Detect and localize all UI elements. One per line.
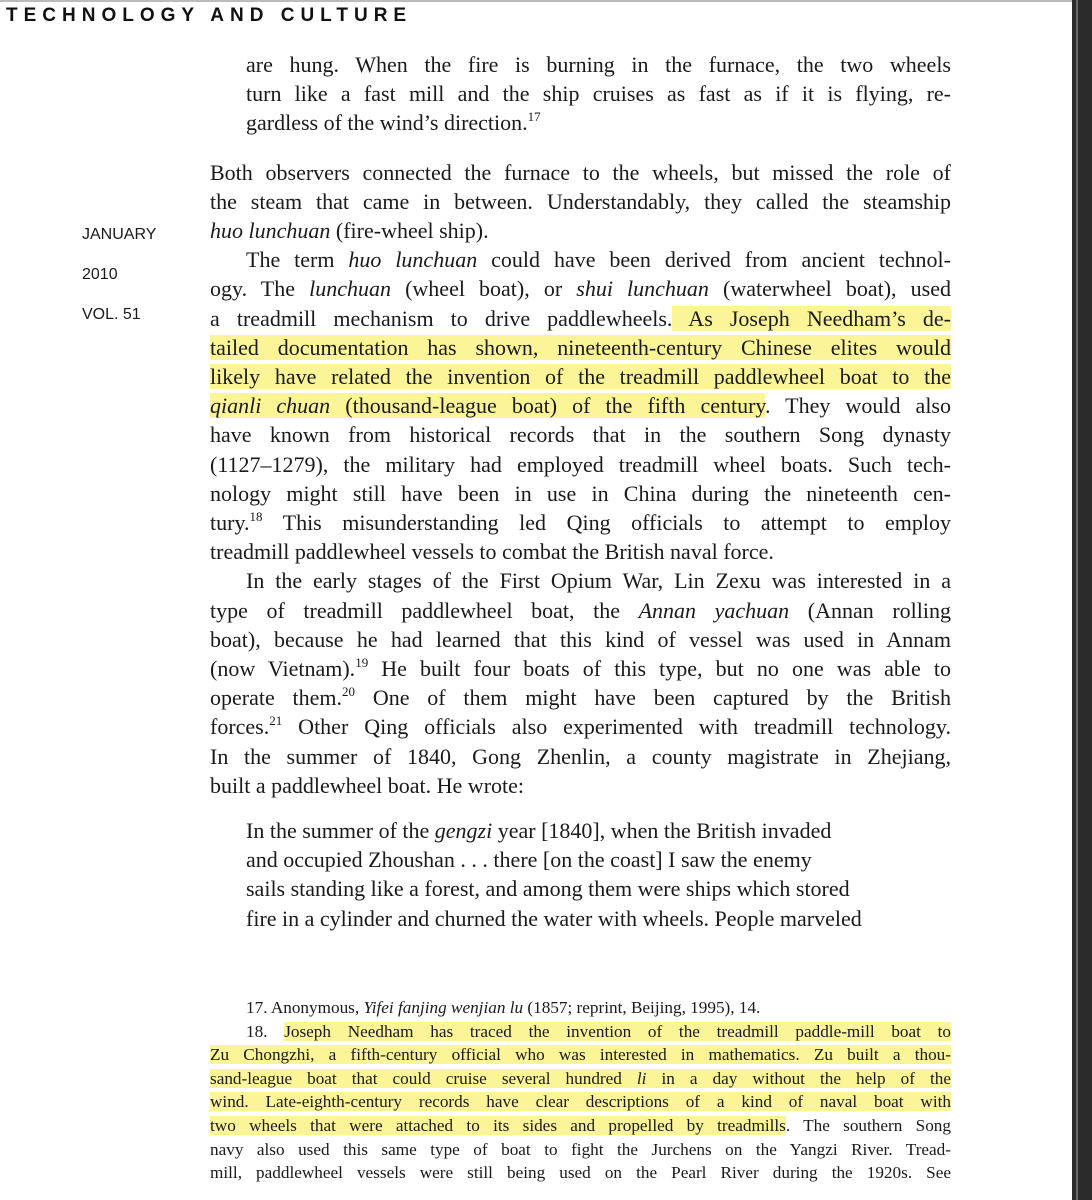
text-line: forces.$^{21}$ Other Qing officials also experimented with treadmill technology. <box>210 713 951 740</box>
text-line: In the early stages of the First Opium War, Lin Zexu was interested in a <box>246 568 951 594</box>
issue-volume: VOL. 51 <box>82 306 141 323</box>
highlight[interactable]: wind. Late-eighth-century records have clear descriptions of a kind of naval boat with <box>210 1092 951 1112</box>
issue-info <box>82 225 156 345</box>
text-line <box>210 1067 951 1091</box>
text-line: mill, paddlewheel vessels were still being used on the Pearl River during the 1920s. See <box>210 1163 951 1183</box>
paragraph <box>210 566 951 800</box>
text-line: the steam that came in between. Understandably, they called the steamship <box>210 188 951 214</box>
paragraph <box>210 158 951 246</box>
highlight[interactable]: two wheels that were attached to its sides and propelled by treadmills <box>210 1115 786 1135</box>
text-line <box>210 1090 951 1114</box>
text-line: tury.$^{18}$ This misunderstanding led Qing officials to attempt to employ <box>210 509 951 536</box>
highlight[interactable]: As Joseph Needham’s de- <box>672 305 951 331</box>
text-line: (1127–1279), the military had employed treadmill wheel boats. Such tech- <box>210 451 951 477</box>
running-header: TECHNOLOGY AND CULTURE <box>6 5 413 26</box>
viewer-scrollbar[interactable] <box>1072 0 1092 1200</box>
text-line: type of treadmill paddlewheel boat, the Annan yachuan (Annan rolling <box>210 597 951 623</box>
text-line: and occupied Zhoushan . . . there [on the coast] I saw the enemy <box>246 847 812 873</box>
footnote-17: 17. Anonymous, Yifei fanjing wenjian lu (1857; reprint, Beijing, 1995), 14. <box>246 998 761 1017</box>
text-line: Both observers connected the furnace to the wheels, but missed the role of <box>210 159 951 185</box>
text-line: fire in a cylinder and churned the water with wheels. People marveled <box>246 905 862 931</box>
footnote-ref[interactable]: 17 <box>527 109 541 125</box>
text-line <box>210 333 951 362</box>
text-line: turn like a fast mill and the ship cruises as fast as if it is flying, re- <box>246 81 951 107</box>
block-quote-gong-zhenlin <box>210 816 951 933</box>
highlight[interactable]: qianli chuan (thousand-league boat) of the fifth century <box>210 393 765 419</box>
footnote-ref[interactable]: 19 <box>355 655 369 671</box>
text-line <box>210 1043 951 1067</box>
text-line: huo lunchuan (fire-wheel ship). <box>210 218 489 244</box>
text-line: operate them.$^{20}$ One of them might have been captured by the British <box>210 684 951 711</box>
footnote-ref[interactable]: 21 <box>269 713 283 729</box>
text-line: navy also used this same type of boat to fight the Jurchens on the Yangzi River. Tread- <box>210 1139 951 1159</box>
text-line <box>210 362 951 391</box>
issue-month: JANUARY <box>82 226 157 243</box>
highlight[interactable]: Joseph Needham has traced the invention of the treadmill paddle-mill boat to <box>284 1021 951 1041</box>
block-quote-17 <box>210 50 951 138</box>
text-line: The term huo lunchuan could have been derived from ancient technol- <box>246 247 951 273</box>
text-line: boat), because he had learned that this kind of vessel was used in Annam <box>210 626 951 652</box>
footnote-18: 18. Joseph Needham has traced the invention of the treadmill paddle-mill boat to <box>246 1021 951 1041</box>
highlight[interactable]: sand-league boat that could cruise several hundred li in a day without the help of the <box>210 1068 951 1088</box>
footnotes <box>210 996 951 1185</box>
text-line: gardless of the wind’s direction.$^{17}$ <box>246 109 541 136</box>
top-edge-rule <box>0 0 1072 2</box>
text-line: In the summer of the gengzi year [1840], when the British invaded <box>246 818 832 844</box>
highlight[interactable]: tailed documentation has shown, nineteenth-century Chinese elites would <box>210 334 951 360</box>
article-body <box>210 50 951 933</box>
paragraph <box>210 245 951 566</box>
text-line: are hung. When the fire is burning in the furnace, the two wheels <box>246 52 951 77</box>
issue-year: 2010 <box>82 266 118 283</box>
highlight[interactable]: Zu Chongzhi, a fifth-century official who was interested in mathematics. Zu built a thou- <box>210 1045 951 1065</box>
text-line: (now Vietnam).$^{19}$ He built four boats of this type, but no one was able to <box>210 655 951 682</box>
highlight[interactable]: likely have related the invention of the treadmill paddlewheel boat to the <box>210 364 951 390</box>
footnote-ref[interactable]: 18 <box>249 509 263 525</box>
text-line: qianli chuan (thousand-league boat) of the fifth century. They would also <box>210 393 951 419</box>
text-line: In the summer of 1840, Gong Zhenlin, a county magistrate in Zhejiang, <box>210 743 951 769</box>
footnote-ref[interactable]: 20 <box>342 684 356 700</box>
text-line: sails standing like a forest, and among them were ships which stored <box>246 876 850 902</box>
text-line: ogy. The lunchuan (wheel boat), or shui lunchuan (waterwheel boat), used <box>210 276 951 302</box>
text-line: have known from historical records that in the southern Song dynasty <box>210 422 951 448</box>
text-line: a treadmill mechanism to drive paddlewheels. As Joseph Needham’s de- <box>210 305 951 331</box>
text-line: built a paddlewheel boat. He wrote: <box>210 772 525 798</box>
text-line: treadmill paddlewheel vessels to combat the British naval force. <box>210 539 774 565</box>
text-line: two wheels that were attached to its sides and propelled by treadmills. The southern Song <box>210 1115 951 1135</box>
scrollbar-edge <box>1076 0 1078 1200</box>
text-line: nology might still have been in use in China during the nineteenth cen- <box>210 480 951 506</box>
